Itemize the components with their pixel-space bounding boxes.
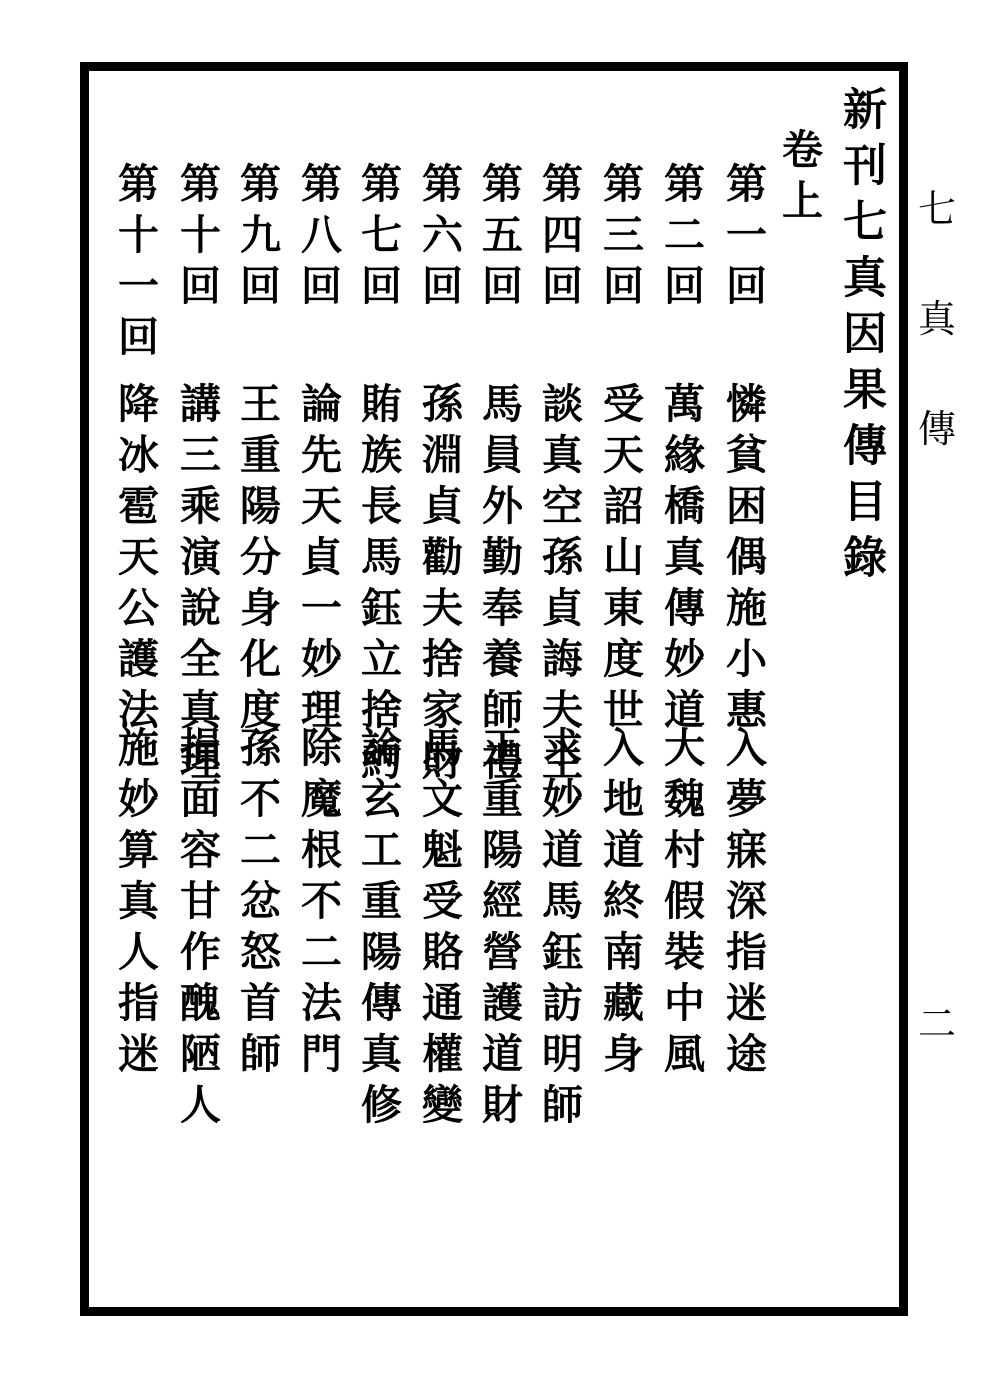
chapter-title-line1: 憐貧困偶施小惠 [719,382,767,739]
chapter-title-line2: 孫不二忿怒首師 [233,726,281,1083]
chapter-title-line2: 大魏村假裝中風 [657,726,705,1083]
chapter-number: 第二回 [657,162,705,315]
page-number: 二 [918,1002,957,1046]
chapter-number: 第八回 [294,162,342,315]
chapter-number: 第六回 [415,162,463,315]
chapter-number: 第四回 [535,162,583,315]
chapter-number: 第十回 [173,162,221,315]
chapter-title-line2: 論玄工重陽傳真修 [354,726,402,1134]
chapter-number: 第三回 [596,162,644,315]
chapter-title-line2: 施妙算真人指迷 [111,726,159,1083]
chapter-title-line1: 談真空孫貞誨夫主 [535,382,583,790]
chapter-title-line2: 入地道終南藏身 [596,726,644,1083]
chapter-title-line2: 除魔根不二法門 [294,726,342,1083]
chapter-title-line2: 馬文魁受賂通權變 [415,726,463,1134]
chapter-title-line2: 求妙道馬鈺訪明師 [535,726,583,1134]
chapter-title-line1: 賄族長馬鈺立捨約 [354,382,402,790]
margin-book-title-char: 七 [918,187,957,231]
chapter-number: 第七回 [354,162,402,315]
chapter-title-line1: 論先天貞一妙理 [294,382,342,739]
chapter-number: 第十一回 [111,162,159,366]
chapter-title-line1: 講三乘演說全真理 [173,382,221,790]
chapter-title-line1: 萬緣橋真傳妙道 [657,382,705,739]
chapter-title-line1: 馬員外勤奉養師禮 [475,382,523,790]
chapter-title-line1: 王重陽分身化度 [233,382,281,739]
chapter-number: 第五回 [475,162,523,315]
margin-book-title-char: 傳 [918,407,957,451]
margin-book-title-char: 真 [918,297,957,341]
toc-title: 新刊七真因果傳目錄 [835,86,886,590]
chapter-number: 第九回 [233,162,281,315]
chapter-title-line1: 降冰雹天公護法 [111,382,159,739]
chapter-title-line2: 損面容甘作醜陋人 [173,726,221,1134]
volume-heading: 卷上 [775,128,823,230]
chapter-title-line2: 入夢寐深指迷途 [719,726,767,1083]
chapter-title-line2: 王重陽經營護道財 [475,726,523,1134]
chapter-title-line1: 受天詔山東度世 [596,382,644,739]
chapter-title-line1: 孫淵貞勸夫捨家財 [415,382,463,790]
chapter-number: 第一回 [719,162,767,315]
